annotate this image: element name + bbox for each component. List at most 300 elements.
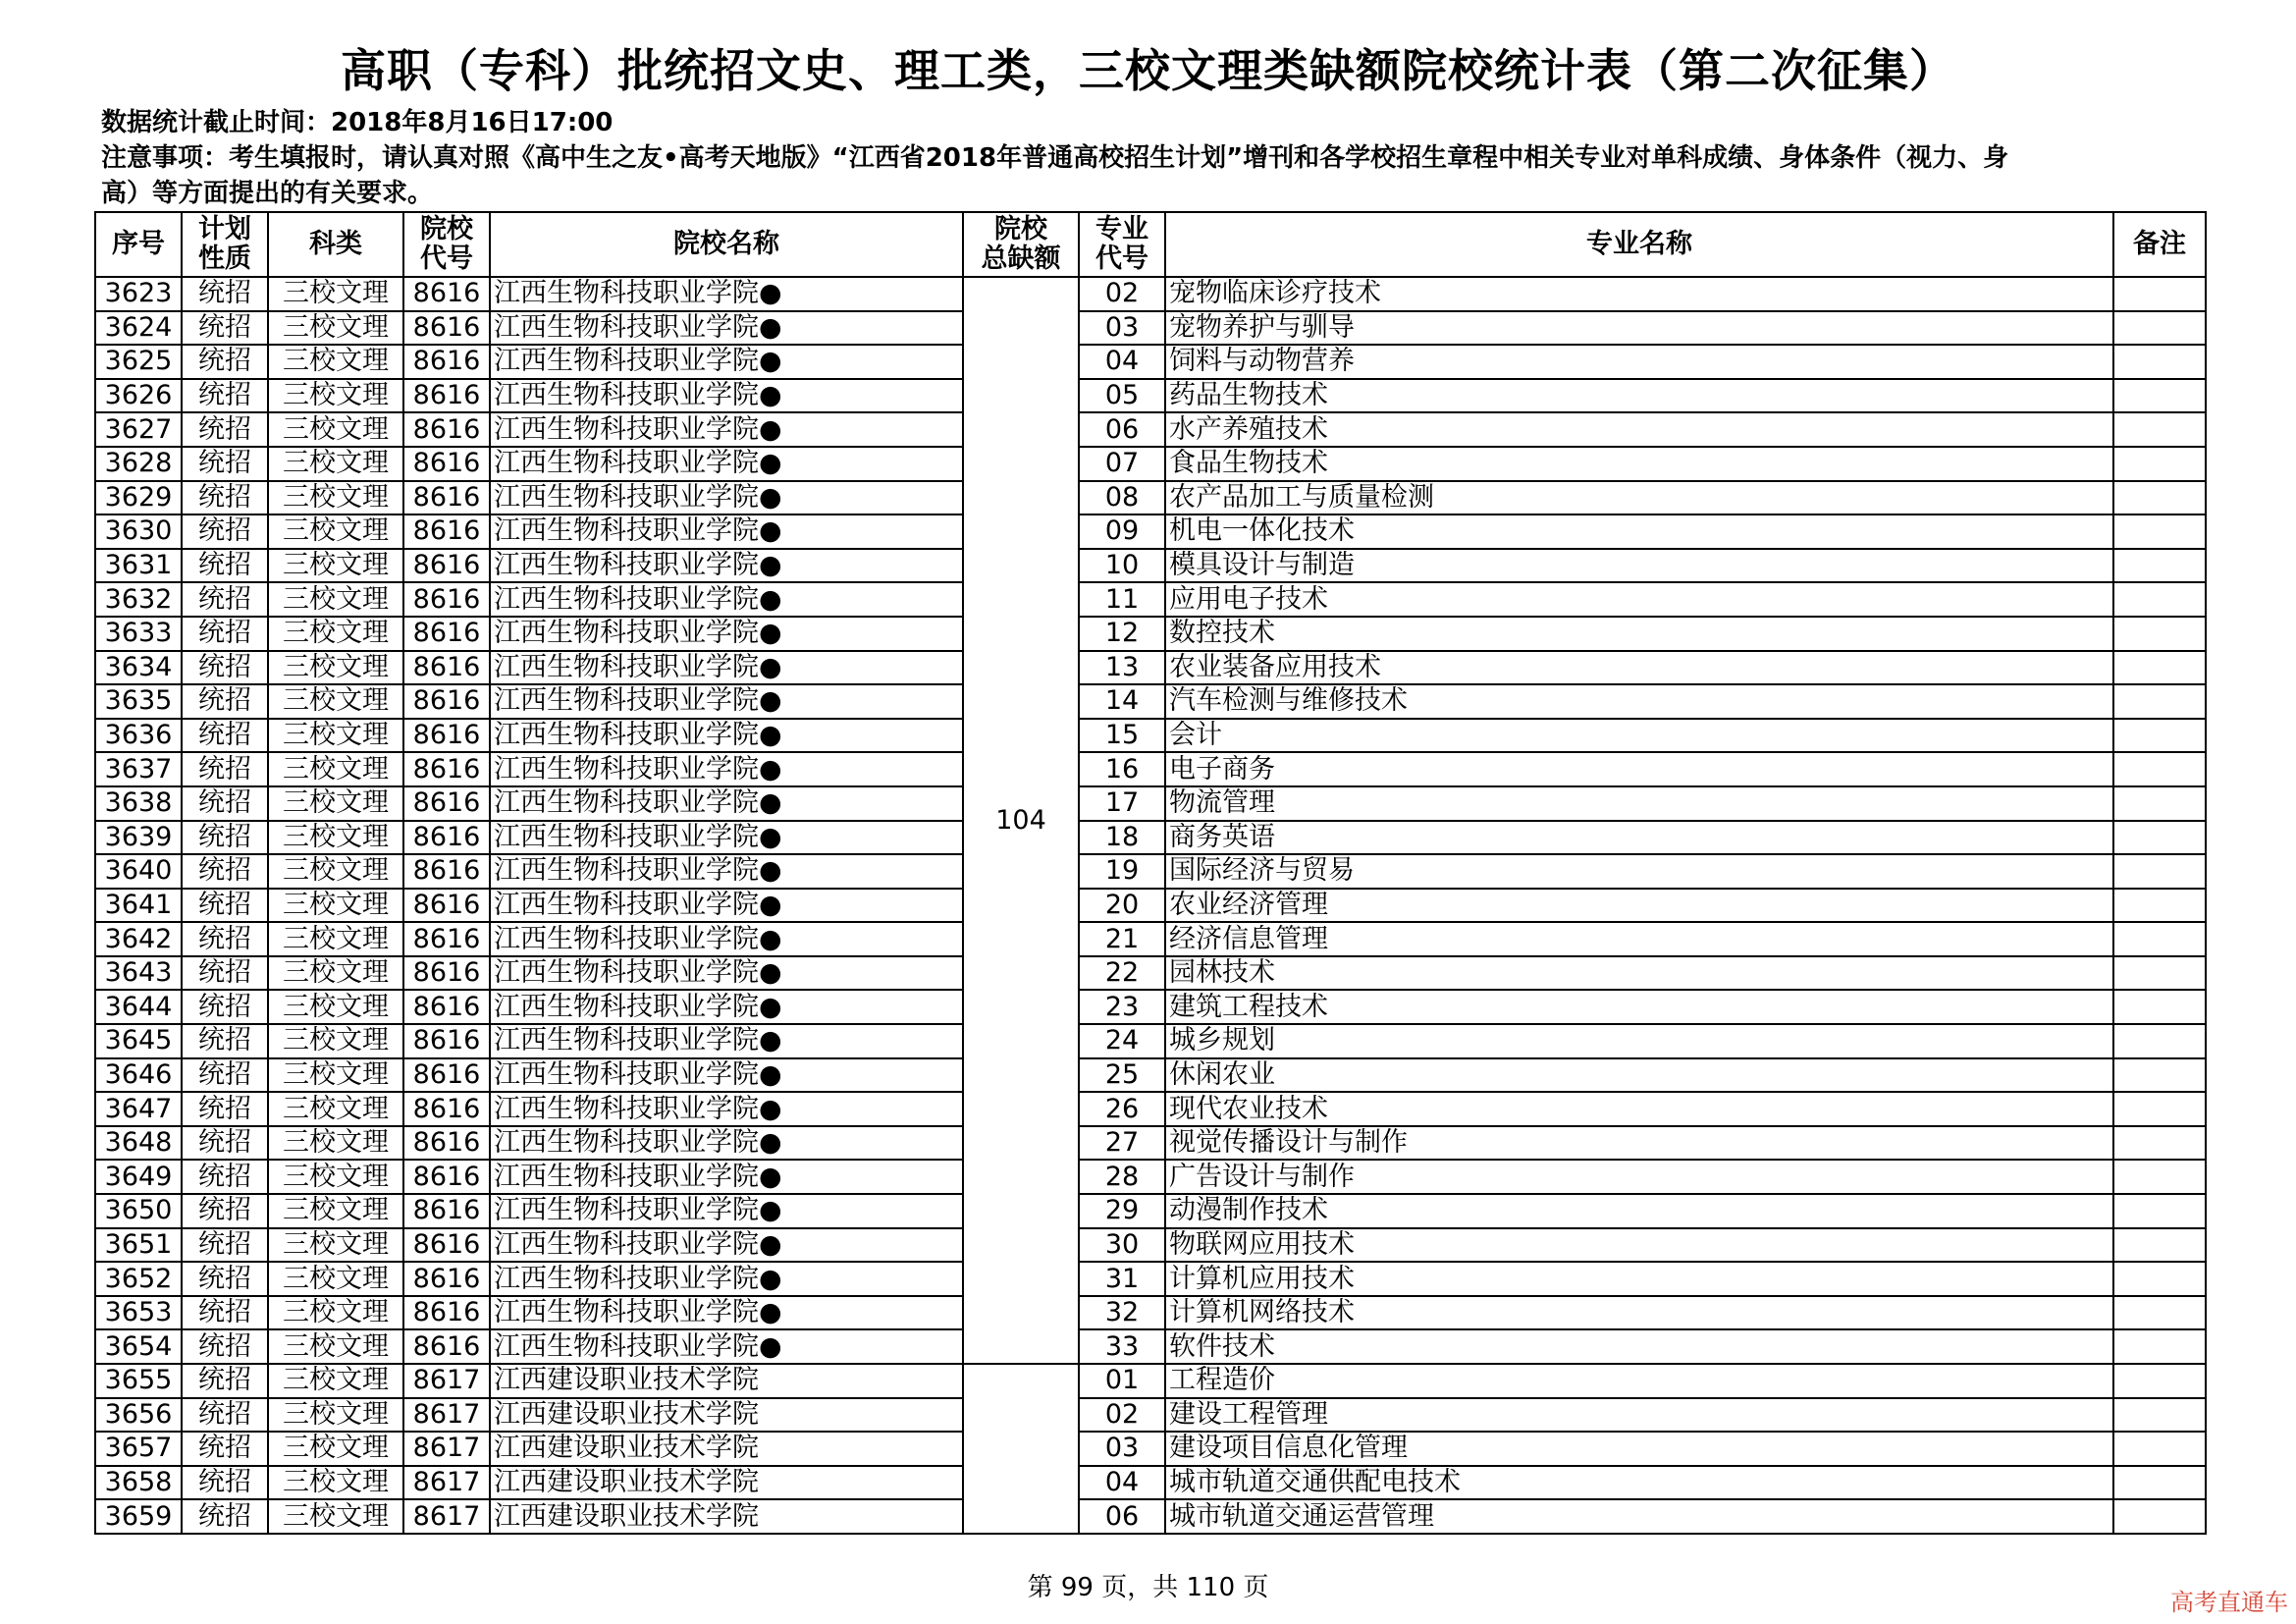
- cell-plan-type: 统招: [182, 922, 268, 956]
- cell-seq: 3631: [95, 549, 182, 583]
- cell-category: 三校文理: [268, 1228, 403, 1263]
- cell-plan-type: 统招: [182, 1194, 268, 1228]
- cell-school-code: 8616: [403, 1329, 490, 1364]
- cell-plan-type: 统招: [182, 379, 268, 413]
- cell-major-name: 休闲农业: [1165, 1058, 2113, 1093]
- cell-school-name: 江西生物科技职业学院●: [490, 889, 963, 923]
- cell-major-name: 机电一体化技术: [1165, 514, 2113, 549]
- cell-plan-type: 统招: [182, 1364, 268, 1398]
- cell-total-vacancy: 104: [963, 277, 1079, 1364]
- cell-category: 三校文理: [268, 651, 403, 685]
- cell-school-code: 8616: [403, 1296, 490, 1330]
- cell-seq: 3654: [95, 1329, 182, 1364]
- cell-remark: [2113, 1262, 2206, 1296]
- cell-seq: 3627: [95, 412, 182, 447]
- cell-seq: 3653: [95, 1296, 182, 1330]
- cell-seq: 3633: [95, 617, 182, 651]
- cell-major-code: 18: [1079, 821, 1165, 855]
- table-row: [95, 582, 2206, 617]
- header-major-name: 专业名称: [1165, 212, 2113, 277]
- cell-school-code: 8617: [403, 1432, 490, 1466]
- cell-remark: [2113, 684, 2206, 719]
- cell-school-code: 8616: [403, 311, 490, 346]
- cell-seq: 3647: [95, 1092, 182, 1126]
- cell-school-name: 江西生物科技职业学院●: [490, 1126, 963, 1161]
- cell-plan-type: 统招: [182, 1499, 268, 1534]
- cell-remark: [2113, 617, 2206, 651]
- cell-major-code: 01: [1079, 1364, 1165, 1398]
- deadline-text: 数据统计截止时间：2018年8月16日17:00: [101, 108, 614, 137]
- cell-school-code: 8616: [403, 889, 490, 923]
- cell-remark: [2113, 514, 2206, 549]
- cell-remark: [2113, 1364, 2206, 1398]
- cell-school-code: 8616: [403, 345, 490, 379]
- cell-plan-type: 统招: [182, 582, 268, 617]
- cell-category: 三校文理: [268, 514, 403, 549]
- cell-plan-type: 统招: [182, 1024, 268, 1058]
- table-row: [95, 1024, 2206, 1058]
- cell-school-code: 8616: [403, 1228, 490, 1263]
- cell-plan-type: 统招: [182, 1329, 268, 1364]
- cell-school-code: 8616: [403, 922, 490, 956]
- cell-plan-type: 统招: [182, 1228, 268, 1263]
- cell-category: 三校文理: [268, 922, 403, 956]
- cell-seq: 3643: [95, 956, 182, 991]
- cell-school-code: 8616: [403, 1194, 490, 1228]
- cell-school-name: 江西生物科技职业学院●: [490, 412, 963, 447]
- cell-major-name: 饲料与动物营养: [1165, 345, 2113, 379]
- cell-school-name: 江西生物科技职业学院●: [490, 379, 963, 413]
- cell-plan-type: 统招: [182, 889, 268, 923]
- cell-category: 三校文理: [268, 1092, 403, 1126]
- cell-category: 三校文理: [268, 617, 403, 651]
- cell-school-name: 江西生物科技职业学院●: [490, 311, 963, 346]
- cell-remark: [2113, 1228, 2206, 1263]
- cell-category: 三校文理: [268, 379, 403, 413]
- notice-line-1: 注意事项：考生填报时，请认真对照《高中生之友•高考天地版》“江西省2018年普通高校招生计划”增刊和各学校招生章程中相关专业对单科成绩、身体条件（视力、身: [101, 143, 2009, 173]
- cell-school-name: 江西生物科技职业学院●: [490, 752, 963, 786]
- cell-plan-type: 统招: [182, 1432, 268, 1466]
- cell-remark: [2113, 854, 2206, 889]
- cell-seq: 3624: [95, 311, 182, 346]
- cell-school-code: 8616: [403, 956, 490, 991]
- cell-remark: [2113, 582, 2206, 617]
- cell-seq: 3655: [95, 1364, 182, 1398]
- cell-school-code: 8616: [403, 651, 490, 685]
- cell-school-code: 8616: [403, 481, 490, 515]
- cell-major-code: 16: [1079, 752, 1165, 786]
- cell-major-name: 城市轨道交通运营管理: [1165, 1499, 2113, 1534]
- cell-school-name: 江西生物科技职业学院●: [490, 1329, 963, 1364]
- cell-plan-type: 统招: [182, 1126, 268, 1161]
- cell-seq: 3656: [95, 1398, 182, 1433]
- cell-category: 三校文理: [268, 821, 403, 855]
- cell-plan-type: 统招: [182, 1398, 268, 1433]
- table-row: [95, 1398, 2206, 1433]
- cell-major-code: 07: [1079, 447, 1165, 481]
- cell-seq: 3626: [95, 379, 182, 413]
- table-row: [95, 1058, 2206, 1093]
- cell-major-name: 电子商务: [1165, 752, 2113, 786]
- cell-total-vacancy: [963, 1364, 1079, 1534]
- cell-seq: 3642: [95, 922, 182, 956]
- cell-major-code: 20: [1079, 889, 1165, 923]
- cell-plan-type: 统招: [182, 684, 268, 719]
- cell-category: 三校文理: [268, 1466, 403, 1500]
- table-row: [95, 1499, 2206, 1534]
- cell-major-code: 14: [1079, 684, 1165, 719]
- cell-school-name: 江西生物科技职业学院●: [490, 1058, 963, 1093]
- cell-major-name: 商务英语: [1165, 821, 2113, 855]
- cell-major-name: 农业装备应用技术: [1165, 651, 2113, 685]
- cell-school-code: 8616: [403, 821, 490, 855]
- table-header-row: [95, 212, 2206, 277]
- cell-remark: [2113, 786, 2206, 821]
- cell-remark: [2113, 990, 2206, 1024]
- cell-seq: 3630: [95, 514, 182, 549]
- cell-plan-type: 统招: [182, 1160, 268, 1194]
- cell-school-code: 8616: [403, 379, 490, 413]
- cell-remark: [2113, 1092, 2206, 1126]
- cell-remark: [2113, 345, 2206, 379]
- cell-category: 三校文理: [268, 854, 403, 889]
- cell-major-code: 21: [1079, 922, 1165, 956]
- cell-school-code: 8616: [403, 582, 490, 617]
- cell-category: 三校文理: [268, 684, 403, 719]
- cell-remark: [2113, 956, 2206, 991]
- cell-plan-type: 统招: [182, 786, 268, 821]
- cell-major-code: 05: [1079, 379, 1165, 413]
- cell-major-name: 工程造价: [1165, 1364, 2113, 1398]
- cell-remark: [2113, 549, 2206, 583]
- cell-remark: [2113, 1398, 2206, 1433]
- table-row: [95, 514, 2206, 549]
- cell-major-code: 19: [1079, 854, 1165, 889]
- table-row: [95, 617, 2206, 651]
- table-row: [95, 922, 2206, 956]
- cell-major-code: 02: [1079, 1398, 1165, 1433]
- header-major-code: 专业 代号: [1079, 212, 1165, 277]
- cell-plan-type: 统招: [182, 481, 268, 515]
- cell-major-name: 现代农业技术: [1165, 1092, 2113, 1126]
- cell-category: 三校文理: [268, 1398, 403, 1433]
- cell-school-name: 江西建设职业技术学院: [490, 1398, 963, 1433]
- cell-major-code: 27: [1079, 1126, 1165, 1161]
- cell-remark: [2113, 651, 2206, 685]
- cell-school-code: 8616: [403, 854, 490, 889]
- cell-plan-type: 统招: [182, 719, 268, 753]
- cell-major-name: 广告设计与制作: [1165, 1160, 2113, 1194]
- cell-major-name: 模具设计与制造: [1165, 549, 2113, 583]
- cell-major-code: 03: [1079, 311, 1165, 346]
- watermark: 高考直通车: [2170, 1589, 2288, 1616]
- cell-school-code: 8616: [403, 617, 490, 651]
- cell-school-code: 8616: [403, 1126, 490, 1161]
- cell-plan-type: 统招: [182, 956, 268, 991]
- cell-seq: 3628: [95, 447, 182, 481]
- cell-major-name: 城乡规划: [1165, 1024, 2113, 1058]
- cell-remark: [2113, 1329, 2206, 1364]
- cell-major-name: 建设项目信息化管理: [1165, 1432, 2113, 1466]
- cell-remark: [2113, 1126, 2206, 1161]
- cell-school-code: 8616: [403, 786, 490, 821]
- cell-major-code: 24: [1079, 1024, 1165, 1058]
- cell-seq: 3651: [95, 1228, 182, 1263]
- table-row: [95, 1364, 2206, 1398]
- cell-remark: [2113, 889, 2206, 923]
- cell-remark: [2113, 1296, 2206, 1330]
- header-remark: 备注: [2113, 212, 2206, 277]
- cell-category: 三校文理: [268, 412, 403, 447]
- cell-plan-type: 统招: [182, 345, 268, 379]
- cell-major-name: 动漫制作技术: [1165, 1194, 2113, 1228]
- cell-plan-type: 统招: [182, 617, 268, 651]
- table-row: [95, 786, 2206, 821]
- cell-school-name: 江西生物科技职业学院●: [490, 956, 963, 991]
- page-title: 高职（专科）批统招文史、理工类，三校文理类缺额院校统计表（第二次征集）: [341, 44, 1955, 97]
- cell-major-code: 15: [1079, 719, 1165, 753]
- cell-category: 三校文理: [268, 277, 403, 311]
- cell-seq: 3659: [95, 1499, 182, 1534]
- cell-plan-type: 统招: [182, 549, 268, 583]
- cell-major-name: 应用电子技术: [1165, 582, 2113, 617]
- cell-category: 三校文理: [268, 345, 403, 379]
- notice-line-2: 高）等方面提出的有关要求。: [101, 179, 434, 208]
- cell-major-name: 物流管理: [1165, 786, 2113, 821]
- cell-major-name: 宠物养护与驯导: [1165, 311, 2113, 346]
- cell-plan-type: 统招: [182, 854, 268, 889]
- table-row: [95, 1194, 2206, 1228]
- cell-plan-type: 统招: [182, 1466, 268, 1500]
- table-row: [95, 990, 2206, 1024]
- cell-seq: 3640: [95, 854, 182, 889]
- table-row: [95, 1329, 2206, 1364]
- cell-major-code: 29: [1079, 1194, 1165, 1228]
- table-row: [95, 412, 2206, 447]
- cell-major-code: 25: [1079, 1058, 1165, 1093]
- cell-major-code: 06: [1079, 412, 1165, 447]
- cell-school-code: 8616: [403, 277, 490, 311]
- cell-remark: [2113, 1160, 2206, 1194]
- cell-category: 三校文理: [268, 311, 403, 346]
- cell-major-name: 计算机网络技术: [1165, 1296, 2113, 1330]
- table-row: [95, 379, 2206, 413]
- cell-major-name: 城市轨道交通供配电技术: [1165, 1466, 2113, 1500]
- cell-major-code: 17: [1079, 786, 1165, 821]
- table-row: [95, 311, 2206, 346]
- cell-major-code: 33: [1079, 1329, 1165, 1364]
- cell-category: 三校文理: [268, 549, 403, 583]
- header-school-code: 院校 代号: [403, 212, 490, 277]
- cell-category: 三校文理: [268, 719, 403, 753]
- cell-school-code: 8616: [403, 447, 490, 481]
- cell-school-code: 8617: [403, 1499, 490, 1534]
- cell-category: 三校文理: [268, 447, 403, 481]
- cell-major-name: 食品生物技术: [1165, 447, 2113, 481]
- cell-major-name: 建筑工程技术: [1165, 990, 2113, 1024]
- cell-school-code: 8616: [403, 684, 490, 719]
- cell-plan-type: 统招: [182, 412, 268, 447]
- cell-major-code: 04: [1079, 1466, 1165, 1500]
- cell-major-code: 03: [1079, 1432, 1165, 1466]
- cell-category: 三校文理: [268, 752, 403, 786]
- cell-major-code: 31: [1079, 1262, 1165, 1296]
- cell-category: 三校文理: [268, 956, 403, 991]
- cell-major-code: 02: [1079, 277, 1165, 311]
- cell-seq: 3658: [95, 1466, 182, 1500]
- cell-school-name: 江西生物科技职业学院●: [490, 1262, 963, 1296]
- table-row: [95, 277, 2206, 311]
- cell-category: 三校文理: [268, 990, 403, 1024]
- cell-major-name: 经济信息管理: [1165, 922, 2113, 956]
- cell-major-name: 药品生物技术: [1165, 379, 2113, 413]
- cell-major-code: 28: [1079, 1160, 1165, 1194]
- cell-major-code: 09: [1079, 514, 1165, 549]
- cell-major-name: 软件技术: [1165, 1329, 2113, 1364]
- header-category: 科类: [268, 212, 403, 277]
- cell-seq: 3650: [95, 1194, 182, 1228]
- cell-plan-type: 统招: [182, 1092, 268, 1126]
- cell-school-name: 江西生物科技职业学院●: [490, 922, 963, 956]
- cell-category: 三校文理: [268, 786, 403, 821]
- cell-remark: [2113, 719, 2206, 753]
- cell-plan-type: 统招: [182, 752, 268, 786]
- cell-category: 三校文理: [268, 1262, 403, 1296]
- cell-seq: 3644: [95, 990, 182, 1024]
- table-row: [95, 854, 2206, 889]
- cell-remark: [2113, 1466, 2206, 1500]
- table-row: [95, 549, 2206, 583]
- cell-remark: [2113, 447, 2206, 481]
- cell-school-name: 江西生物科技职业学院●: [490, 617, 963, 651]
- cell-school-name: 江西生物科技职业学院●: [490, 1092, 963, 1126]
- table-row: [95, 752, 2206, 786]
- cell-school-name: 江西建设职业技术学院: [490, 1499, 963, 1534]
- cell-category: 三校文理: [268, 1432, 403, 1466]
- cell-remark: [2113, 821, 2206, 855]
- cell-school-name: 江西生物科技职业学院●: [490, 651, 963, 685]
- cell-major-code: 23: [1079, 990, 1165, 1024]
- cell-school-name: 江西生物科技职业学院●: [490, 277, 963, 311]
- cell-seq: 3623: [95, 277, 182, 311]
- header-plan-type: 计划 性质: [182, 212, 268, 277]
- cell-school-code: 8616: [403, 719, 490, 753]
- header-total-vacancy: 院校 总缺额: [963, 212, 1079, 277]
- cell-major-name: 水产养殖技术: [1165, 412, 2113, 447]
- cell-category: 三校文理: [268, 1329, 403, 1364]
- cell-school-name: 江西生物科技职业学院●: [490, 345, 963, 379]
- cell-school-code: 8617: [403, 1364, 490, 1398]
- cell-category: 三校文理: [268, 1058, 403, 1093]
- cell-seq: 3629: [95, 481, 182, 515]
- cell-school-name: 江西生物科技职业学院●: [490, 990, 963, 1024]
- cell-school-code: 8617: [403, 1398, 490, 1433]
- table-row: [95, 345, 2206, 379]
- cell-school-code: 8617: [403, 1466, 490, 1500]
- cell-major-code: 12: [1079, 617, 1165, 651]
- cell-school-name: 江西生物科技职业学院●: [490, 514, 963, 549]
- cell-school-code: 8616: [403, 1092, 490, 1126]
- cell-major-code: 32: [1079, 1296, 1165, 1330]
- cell-category: 三校文理: [268, 582, 403, 617]
- table-row: [95, 821, 2206, 855]
- cell-seq: 3636: [95, 719, 182, 753]
- table-row: [95, 1296, 2206, 1330]
- cell-plan-type: 统招: [182, 311, 268, 346]
- cell-school-name: 江西建设职业技术学院: [490, 1466, 963, 1500]
- cell-school-code: 8616: [403, 1024, 490, 1058]
- cell-school-name: 江西生物科技职业学院●: [490, 1228, 963, 1263]
- cell-category: 三校文理: [268, 1499, 403, 1534]
- cell-school-code: 8616: [403, 1262, 490, 1296]
- cell-remark: [2113, 412, 2206, 447]
- page-footer: 第 99 页，共 110 页: [1027, 1573, 1269, 1602]
- cell-plan-type: 统招: [182, 447, 268, 481]
- cell-seq: 3641: [95, 889, 182, 923]
- cell-school-name: 江西生物科技职业学院●: [490, 719, 963, 753]
- cell-major-code: 11: [1079, 582, 1165, 617]
- cell-school-name: 江西生物科技职业学院●: [490, 821, 963, 855]
- table-body: [95, 277, 2206, 1534]
- cell-seq: 3639: [95, 821, 182, 855]
- cell-school-name: 江西生物科技职业学院●: [490, 481, 963, 515]
- cell-school-name: 江西建设职业技术学院: [490, 1432, 963, 1466]
- table-row: [95, 1092, 2206, 1126]
- cell-category: 三校文理: [268, 889, 403, 923]
- table-row: [95, 684, 2206, 719]
- cell-school-name: 江西生物科技职业学院●: [490, 582, 963, 617]
- cell-category: 三校文理: [268, 1160, 403, 1194]
- cell-seq: 3625: [95, 345, 182, 379]
- vacancy-table: [94, 211, 2207, 1535]
- cell-plan-type: 统招: [182, 1262, 268, 1296]
- cell-plan-type: 统招: [182, 651, 268, 685]
- cell-remark: [2113, 379, 2206, 413]
- cell-major-name: 国际经济与贸易: [1165, 854, 2113, 889]
- cell-major-name: 农业经济管理: [1165, 889, 2113, 923]
- cell-seq: 3649: [95, 1160, 182, 1194]
- cell-remark: [2113, 481, 2206, 515]
- cell-school-name: 江西生物科技职业学院●: [490, 1194, 963, 1228]
- table-row: [95, 1466, 2206, 1500]
- cell-plan-type: 统招: [182, 514, 268, 549]
- cell-school-name: 江西生物科技职业学院●: [490, 1024, 963, 1058]
- cell-school-code: 8616: [403, 990, 490, 1024]
- cell-category: 三校文理: [268, 481, 403, 515]
- cell-seq: 3645: [95, 1024, 182, 1058]
- cell-remark: [2113, 1499, 2206, 1534]
- cell-major-code: 26: [1079, 1092, 1165, 1126]
- cell-major-code: 10: [1079, 549, 1165, 583]
- cell-school-code: 8616: [403, 549, 490, 583]
- cell-category: 三校文理: [268, 1364, 403, 1398]
- table-row: [95, 719, 2206, 753]
- cell-remark: [2113, 1058, 2206, 1093]
- table-row: [95, 1228, 2206, 1263]
- cell-major-code: 22: [1079, 956, 1165, 991]
- cell-remark: [2113, 1432, 2206, 1466]
- cell-major-name: 数控技术: [1165, 617, 2113, 651]
- cell-seq: 3635: [95, 684, 182, 719]
- table-row: [95, 1126, 2206, 1161]
- cell-plan-type: 统招: [182, 990, 268, 1024]
- table-row: [95, 481, 2206, 515]
- cell-school-code: 8616: [403, 1058, 490, 1093]
- cell-category: 三校文理: [268, 1194, 403, 1228]
- table-row: [95, 447, 2206, 481]
- cell-category: 三校文理: [268, 1126, 403, 1161]
- cell-school-code: 8616: [403, 1160, 490, 1194]
